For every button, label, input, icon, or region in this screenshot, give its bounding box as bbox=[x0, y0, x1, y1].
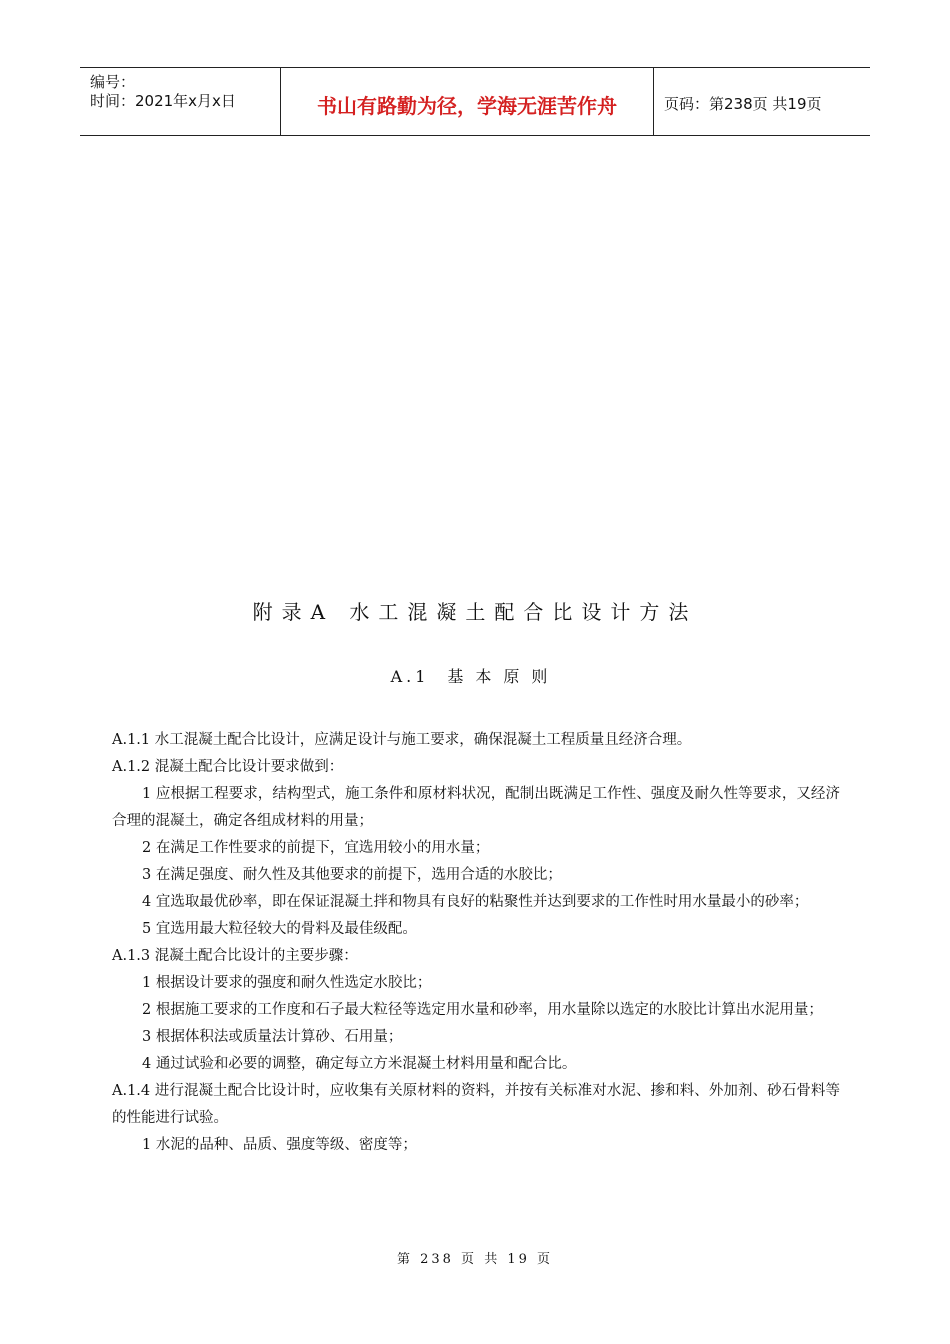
document-date-label: 时间：2021年x月x日 bbox=[90, 92, 236, 110]
paragraph-a12-item5: 5 宜选用最大粒径较大的骨料及最佳级配。 bbox=[142, 921, 417, 937]
paragraph-a13-item3: 3 根据体积法或质量法计算砂、石用量； bbox=[142, 1029, 403, 1045]
paragraph-a12-item1: 1 应根据工程要求，结构型式，施工条件和原材料状况，配制出既满足工作性、强度及耐久性等要求，又经济合理的混凝土，确定各组成材料的用量； bbox=[112, 786, 840, 829]
header-motto: 书山有路勤为径，学海无涯苦作舟 bbox=[317, 94, 617, 118]
section-title: 基本原则 bbox=[447, 667, 560, 686]
header-page-cell bbox=[654, 68, 870, 135]
document-code-label: 编号： bbox=[90, 73, 136, 91]
page-footer: 第 238 页 共 19 页 bbox=[396, 1252, 554, 1267]
paragraph-a14-item1: 1 水泥的品种、品质、强度等级、密度等； bbox=[142, 1137, 417, 1153]
header-info-cell bbox=[80, 68, 281, 135]
paragraph-a12-item2: 2 在满足工作性要求的前提下，宜选用较小的用水量； bbox=[142, 840, 490, 856]
header-motto-cell bbox=[281, 68, 654, 135]
header-page-code: 页码：第238页 共19页 bbox=[664, 95, 822, 113]
section-heading bbox=[0, 664, 950, 687]
paragraph-a12: A.1.2 混凝土配合比设计要求做到： bbox=[112, 759, 344, 775]
paragraph-a13: A.1.3 混凝土配合比设计的主要步骤： bbox=[112, 948, 358, 964]
paragraph-a13-item4: 4 通过试验和必要的调整，确定每立方米混凝土材料用量和配合比。 bbox=[142, 1056, 577, 1072]
page-header bbox=[80, 67, 870, 136]
document-title: 附录A 水工混凝土配合比设计方法 bbox=[252, 600, 698, 624]
section-number: A.1 bbox=[390, 667, 430, 686]
paragraph-a12-item4: 4 宜选取最优砂率，即在保证混凝土拌和物具有良好的粘聚性并达到要求的工作性时用水量最小的砂率； bbox=[142, 894, 809, 910]
paragraph-a13-item2: 2 根据施工要求的工作度和石子最大粒径等选定用水量和砂率，用水量除以选定的水胶比计算出水泥用量； bbox=[142, 1002, 823, 1018]
paragraph-a12-item3: 3 在满足强度、耐久性及其他要求的前提下，选用合适的水胶比； bbox=[142, 867, 562, 883]
paragraph-a13-item1: 1 根据设计要求的强度和耐久性选定水胶比； bbox=[142, 975, 432, 991]
paragraph-a14: A.1.4 进行混凝土配合比设计时，应收集有关原材料的资料，并按有关标准对水泥、掺和料、外加剂、砂石骨料等的性能进行试验。 bbox=[112, 1083, 840, 1126]
document-body bbox=[112, 727, 840, 1159]
paragraph-a11: A.1.1 水工混凝土配合比设计，应满足设计与施工要求，确保混凝土工程质量且经济合理。 bbox=[112, 732, 692, 748]
